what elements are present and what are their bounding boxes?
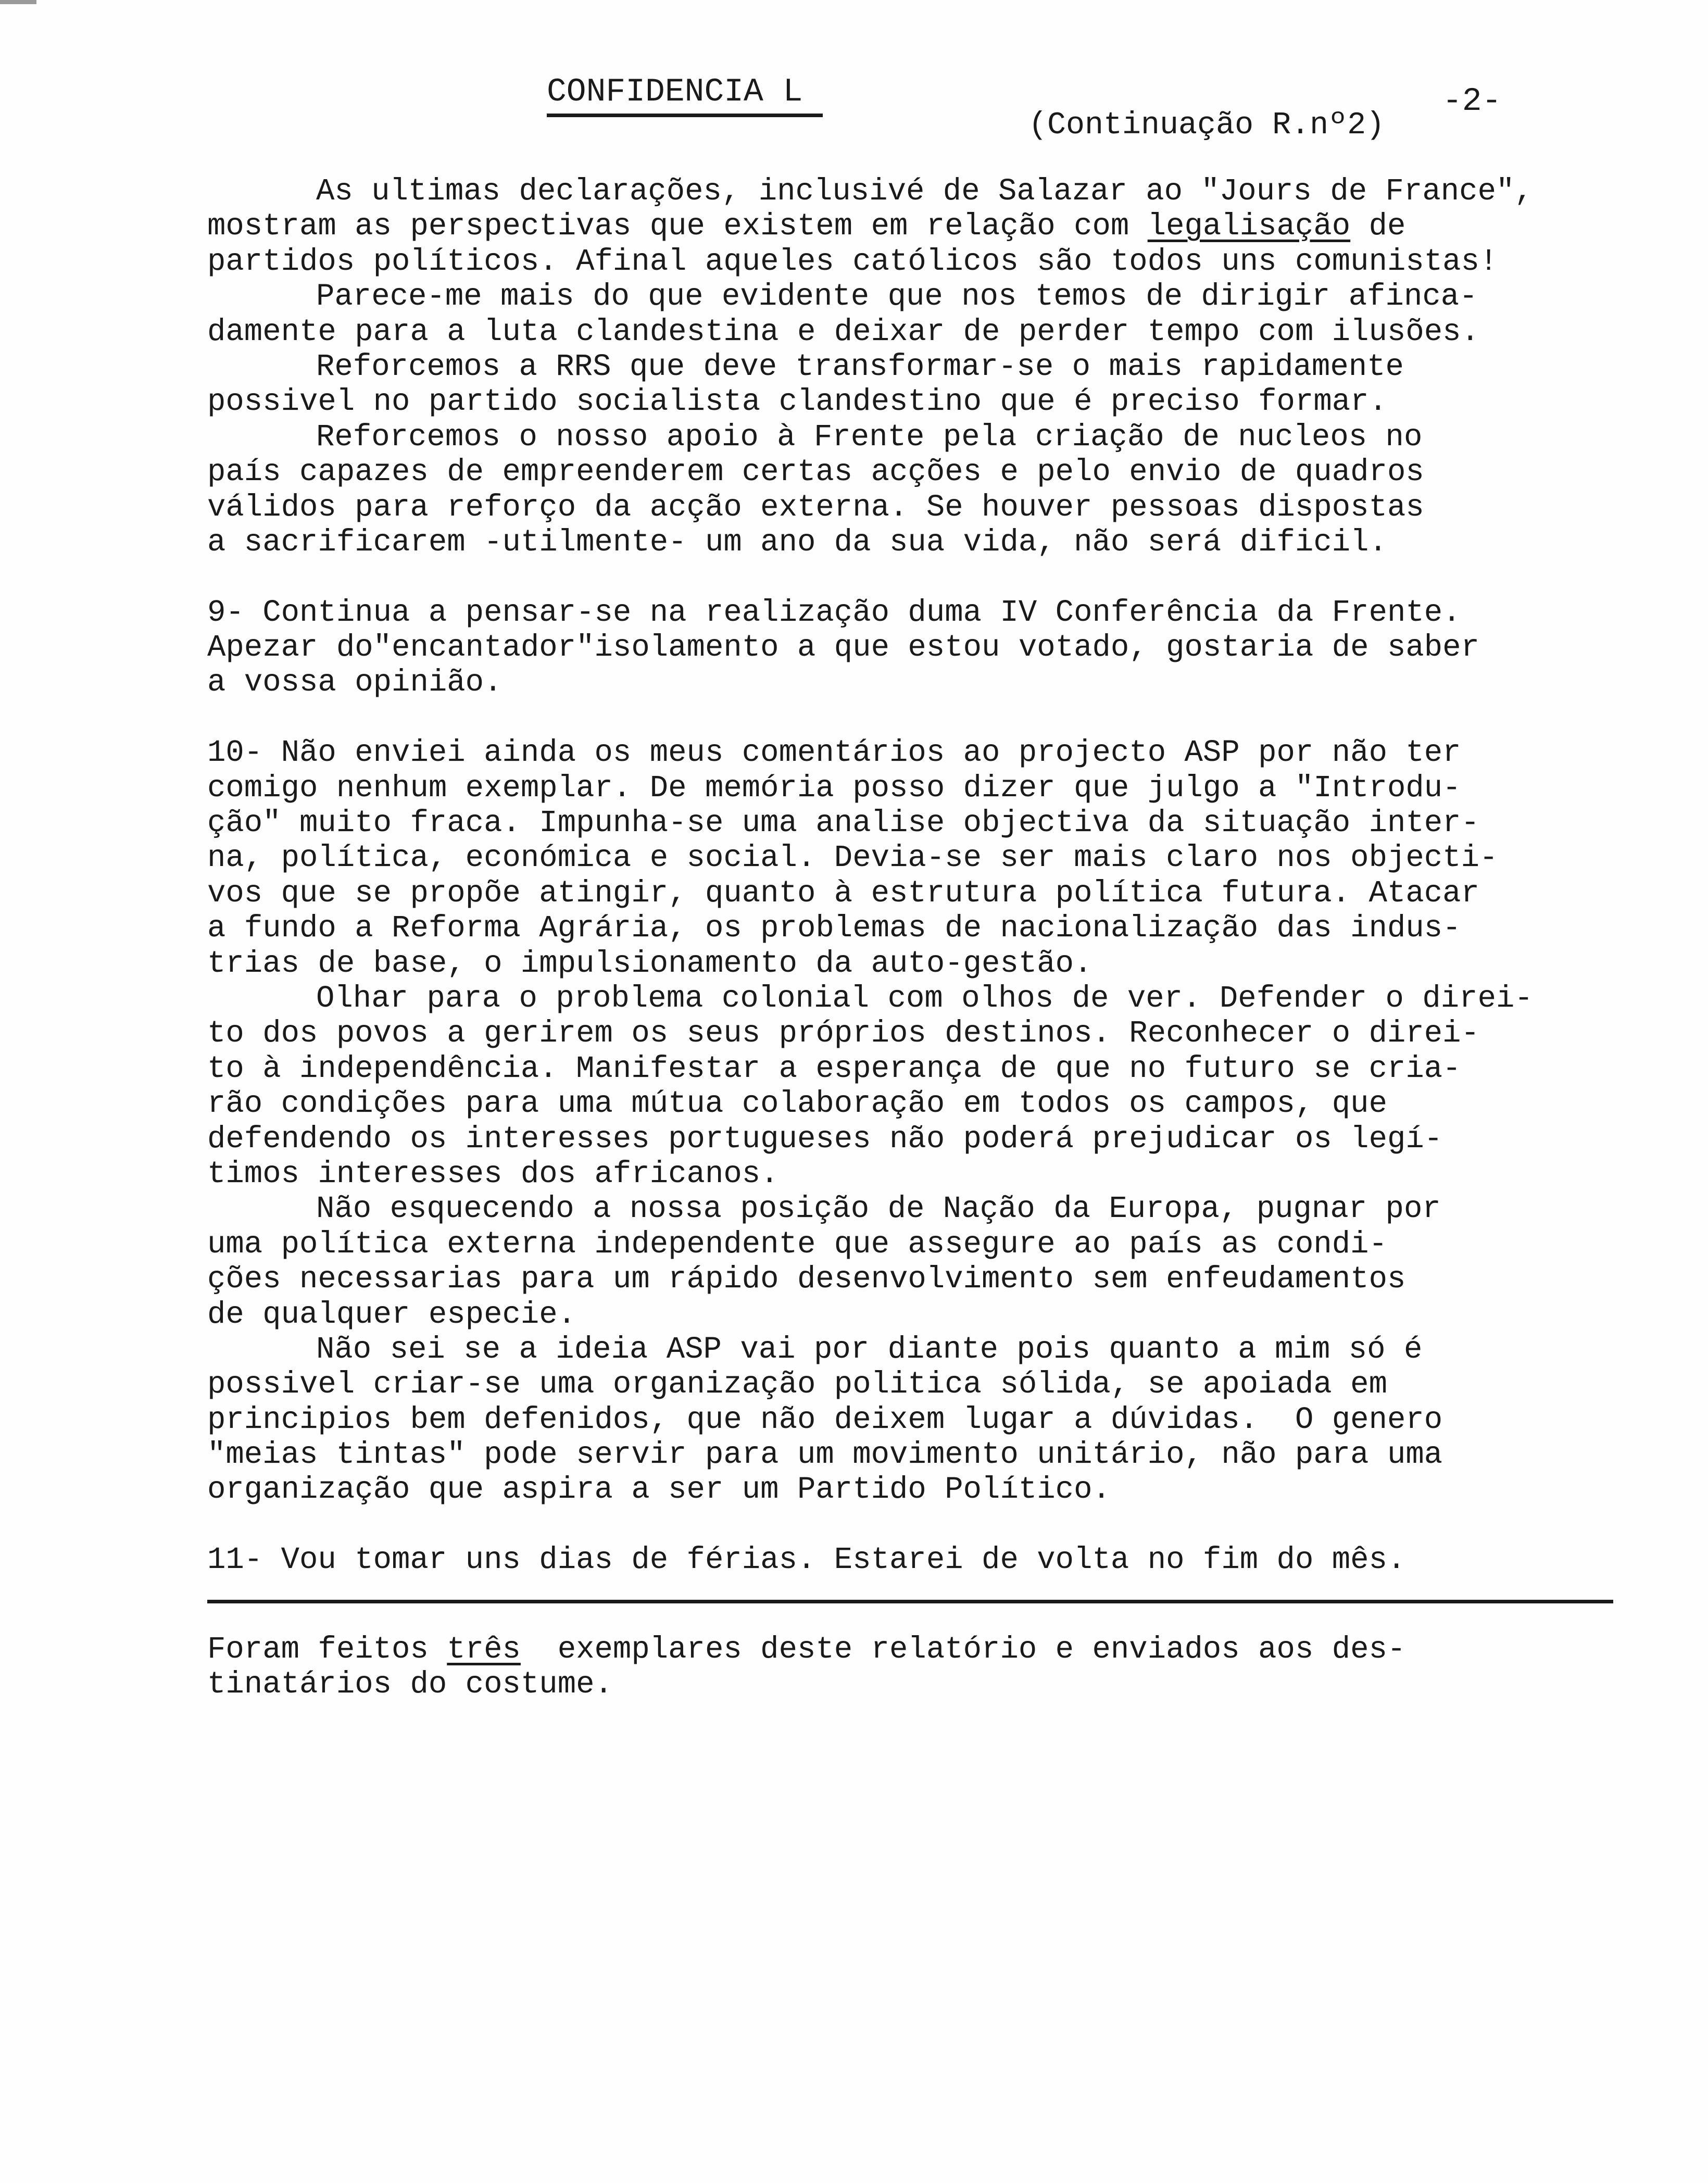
- text-line: damente para a luta clandestina e deixar de perder tempo com ilusões.: [207, 314, 1479, 349]
- text-line: Apezar do"encantador"isolamento a que estou votado, gostaria de saber: [207, 630, 1479, 666]
- paragraph-gap: [207, 700, 1697, 735]
- paragraph-gap: [207, 1508, 1697, 1542]
- text-line: defendendo os interesses portugueses não poderá prejudicar os legí-: [207, 1121, 1443, 1157]
- text-line: Não esquecendo a nossa posição de Nação da Europa, pugnar por: [316, 1191, 1441, 1227]
- text-line: ção" muito fraca. Impunha-se uma analise objectiva da situação inter-: [207, 806, 1479, 841]
- text-line: a fundo a Reforma Agrária, os problemas de nacionalização das indus-: [207, 911, 1461, 946]
- underlined-word: três: [447, 1632, 521, 1667]
- text-line: na, política, económica e social. Devia-se ser mais claro nos objecti-: [207, 840, 1498, 876]
- section-divider: [207, 1600, 1613, 1603]
- text-line: país capazes de empreenderem certas acções e pelo envio de quadros: [207, 455, 1424, 490]
- text-line: Reforcemos o nosso apoio à Frente pela criação de nucleos no: [316, 419, 1423, 455]
- text-line: uma política externa independente que assegure ao país as condi-: [207, 1226, 1387, 1262]
- text-line: ções necessarias para um rápido desenvolvimento sem enfeudamentos: [207, 1262, 1406, 1297]
- heading-underline: [547, 114, 823, 117]
- footer-line: tinatários do costume.: [207, 1667, 613, 1702]
- text-line: 9- Continua a pensar-se na realização duma IV Conferência da Frente.: [207, 595, 1461, 630]
- scan-mark: [0, 0, 36, 4]
- text-line: "meias tintas" pode servir para um movimento unitário, não para uma: [207, 1437, 1443, 1473]
- text-line: partidos políticos. Afinal aqueles católicos são todos uns comunistas!: [207, 244, 1498, 279]
- text-line: a vossa opinião.: [207, 665, 503, 700]
- footer-line: Foram feitos três exemplares deste relatório e enviados aos des-: [207, 1632, 1406, 1667]
- text-line: 11- Vou tomar uns dias de férias. Estarei de volta no fim do mês.: [207, 1542, 1406, 1578]
- text-line: organização que aspira a ser um Partido Político.: [207, 1472, 1111, 1508]
- text-line: timos interesses dos africanos.: [207, 1156, 779, 1191]
- underlined-word: legalisação: [1147, 209, 1351, 244]
- distribution-note: [207, 1632, 1697, 1702]
- text-line: válidos para reforço da acção externa. Se houver pessoas dispostas: [207, 490, 1424, 525]
- text-line: possivel criar-se uma organização politica sólida, se apoiada em: [207, 1367, 1387, 1402]
- text-line: Reforcemos a RRS que deve transformar-se o mais rapidamente: [316, 349, 1404, 384]
- text-line: trias de base, o impulsionamento da auto-gestão.: [207, 946, 1092, 981]
- text-line: to dos povos a gerirem os seus próprios destinos. Reconhecer o direi-: [207, 1016, 1479, 1051]
- text-line: de qualquer especie.: [207, 1297, 576, 1332]
- continuation-reference: (Continuação R.nº2): [1028, 108, 1385, 143]
- text-line: principios bem defenidos, que não deixem lugar a dúvidas. O genero: [207, 1402, 1443, 1437]
- text-line: Olhar para o problema colonial com olhos de ver. Defender o direi-: [316, 981, 1533, 1016]
- text-line: Parece-me mais do que evidente que nos temos de dirigir afinca-: [316, 279, 1478, 315]
- text-line: mostram as perspectivas que existem em relação com legalisação de: [207, 209, 1406, 244]
- text-line: As ultimas declarações, inclusivé de Salazar ao "Jours de France",: [316, 174, 1533, 209]
- page-number: -2-: [1442, 83, 1502, 120]
- text-line: 10- Não enviei ainda os meus comentários ao projecto ASP por não ter: [207, 735, 1461, 771]
- text-line: possivel no partido socialista clandestino que é preciso formar.: [207, 384, 1387, 420]
- report-body: [207, 174, 1697, 1578]
- text-line: comigo nenhum exemplar. De memória posso dizer que julgo a "Introdu-: [207, 770, 1461, 806]
- paragraph-gap: [207, 560, 1697, 595]
- text-line: a sacrificarem -utilmente- um ano da sua vida, não será dificil.: [207, 524, 1387, 560]
- text-line: Não sei se a ideia ASP vai por diante pois quanto a mim só é: [316, 1332, 1423, 1367]
- text-line: rão condições para uma mútua colaboração em todos os campos, que: [207, 1086, 1387, 1122]
- text-line: vos que se propõe atingir, quanto à estrutura política futura. Atacar: [207, 875, 1479, 911]
- classification-heading: CONFIDENCIA L: [547, 73, 803, 110]
- text-line: to à independência. Manifestar a esperança de que no futuro se cria-: [207, 1051, 1461, 1086]
